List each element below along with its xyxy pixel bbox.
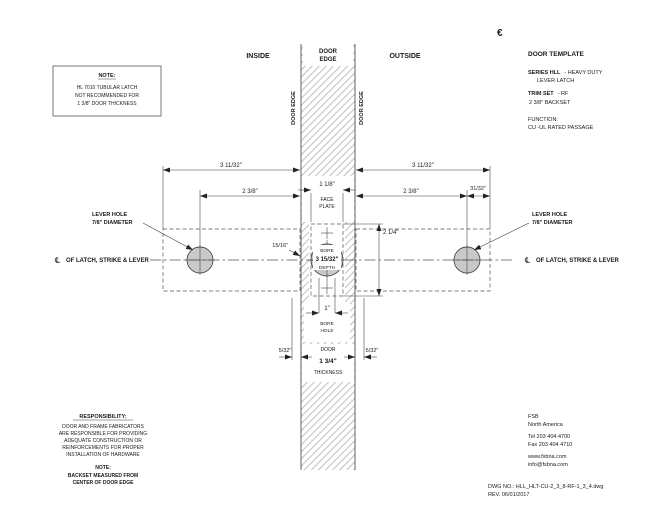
lever-hole-left-line1: LEVER HOLE (92, 212, 128, 218)
dwg-number: DWG NO.: HLL_HLT-CU-2_3_8-RF-1_3_4.dwg (488, 484, 604, 490)
lever-hole-right-line1: LEVER HOLE (532, 212, 568, 218)
bore-depth-value: 3 15/32" (315, 257, 339, 263)
dim-backset-left: 2 3/8" (242, 189, 258, 195)
responsibility-line3: ADEQUATE CONSTRUCTION OR (64, 438, 142, 444)
company-fax: Fax 203 404 4710 (528, 442, 573, 448)
dim-backset-right: 2 3/8" (403, 189, 419, 195)
door-template-title: DOOR TEMPLATE (528, 51, 584, 58)
dim-gap-right: 5/32" (365, 348, 379, 354)
template-info-panel (528, 51, 603, 131)
inside-label: INSIDE (246, 53, 270, 60)
dim-face-width: 1 1/8" (319, 182, 335, 188)
responsibility-line2: ARE RESPONSIBLE FOR PROVIDING (58, 431, 148, 437)
note-box-line3: 1 3/8" DOOR THICKNESS (77, 101, 137, 107)
note-box-line2: NOT RECOMMENDED FOR (74, 93, 140, 99)
face-plate-word2: PLATE (319, 204, 335, 210)
revision: REV. 06/01/2017 (488, 492, 530, 498)
backset-note-line1: BACKSET MEASURED FROM (67, 473, 139, 479)
company-tel: Tel 203 404 4700 (528, 434, 571, 440)
centerline-label-right: OF LATCH, STRIKE & LEVER (536, 258, 619, 264)
backset-line: 2 3/8" BACKSET (529, 100, 571, 106)
footer-block (488, 484, 603, 498)
company-block (527, 414, 572, 468)
face-plate-word1: FACE (320, 197, 334, 203)
note-box-title: NOTE: (98, 73, 116, 79)
lever-hole-left-line2: 7/8" DIAMETER (92, 220, 133, 226)
door-edge-vertical-left: DOOR EDGE (291, 91, 297, 125)
series-line2: LEVER LATCH (537, 78, 575, 84)
dim-overall-right: 3 11/32" (412, 163, 434, 169)
door-edge-title-line2: EDGE (319, 57, 337, 63)
bore-word: BORE (320, 249, 334, 254)
door-edge-title-line1: DOOR (319, 49, 337, 55)
function-value: CU -UL RATED PASSAGE (528, 125, 594, 131)
note-box (53, 66, 161, 116)
responsibility-line4: REINFORCEMENTS FOR PROPER (62, 445, 144, 451)
series-line: SERIES HLL - HEAVY DUTY (528, 70, 603, 76)
lever-hole-right-line2: 7/8" DIAMETER (532, 220, 573, 226)
door-word: DOOR (320, 347, 336, 353)
responsibility-block (59, 414, 147, 486)
responsibility-line5: INSTALLATION OF HARDWARE (66, 452, 140, 458)
depth-word: DEPTH (318, 266, 336, 271)
trim-line: TRIM SET - RF (528, 91, 569, 97)
centerline-label-left: OF LATCH, STRIKE & LEVER (66, 258, 149, 264)
dim-edge-right: 31/32" (470, 186, 486, 192)
responsibility-title: RESPONSIBILITY: (79, 414, 127, 420)
company-email: info@fsbna.com (528, 462, 568, 468)
thickness-word: THICKNESS (313, 370, 343, 376)
bore-hole-word2: HOLE (320, 329, 334, 334)
backset-note-line2: CENTER OF DOOR EDGE (72, 480, 134, 486)
dim-center-offset: 15/16" (272, 243, 288, 249)
lever-hole-right-leader (474, 223, 529, 250)
dim-bore-diameter: 1" (324, 306, 330, 312)
note-box-line1: HL 7010 TUBULAR LATCH (76, 85, 138, 91)
function-label: FUNCTION: (528, 117, 558, 123)
dim-plate-height: 2 1/4" (383, 230, 399, 236)
bore-hole-word1: BORE (320, 322, 334, 327)
company-region: North America (528, 422, 563, 428)
lever-hole-left-leader (143, 223, 193, 250)
door-edge-vertical-right: DOOR EDGE (359, 91, 365, 125)
dim-gap-left: 5/32" (278, 348, 292, 354)
door-thickness-value: 1 3/4" (319, 358, 337, 365)
dim-overall-left: 3 11/32" (220, 163, 242, 169)
company-name: FSB (528, 414, 539, 420)
company-web: www.fsbna.com (528, 454, 567, 460)
centerline-symbol-left: ℄ (55, 256, 61, 265)
responsibility-line1: DOOR AND FRAME FABRICATORS (62, 424, 144, 430)
centerline-symbol-right: ℄ (525, 256, 531, 265)
outside-label: OUTSIDE (389, 53, 421, 60)
ce-mark: € (497, 28, 503, 39)
backset-note-title: NOTE: (95, 465, 111, 471)
